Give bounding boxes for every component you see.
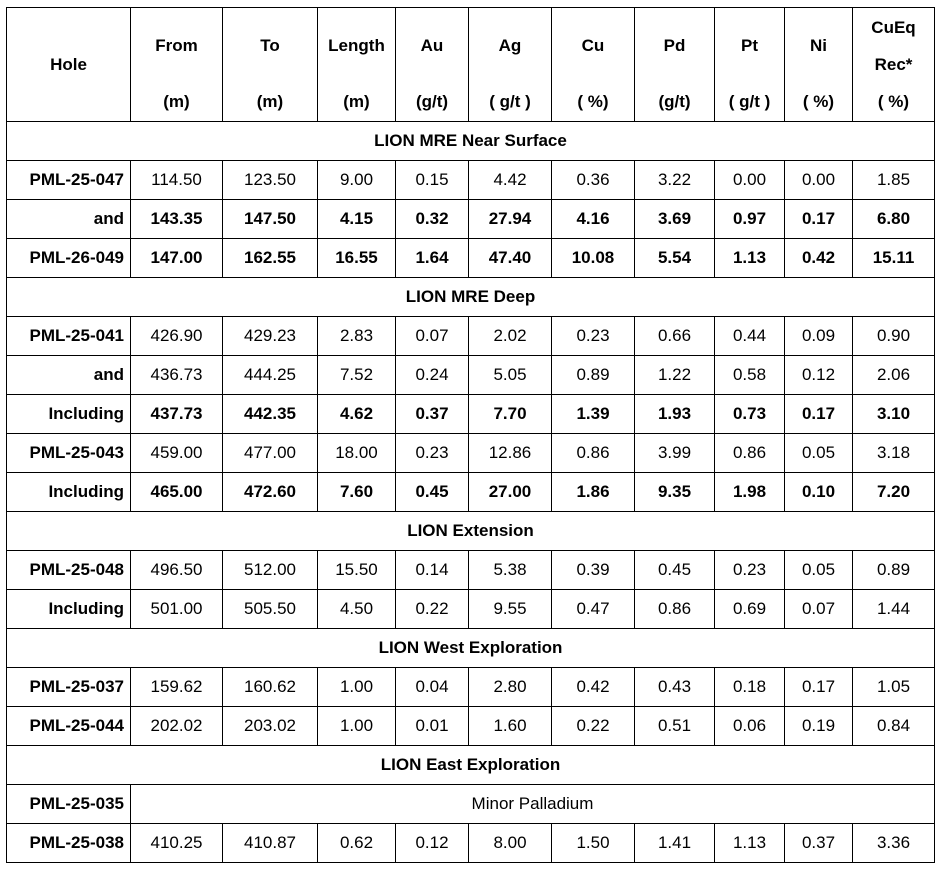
cu-header: Cu [552, 8, 635, 84]
value-cell: 0.17 [785, 668, 853, 707]
value-cell: 0.86 [715, 434, 785, 473]
hole-cell: PML-25-038 [7, 824, 131, 863]
value-cell: 0.07 [396, 317, 469, 356]
value-cell: 0.00 [715, 161, 785, 200]
value-cell: 512.00 [223, 551, 318, 590]
value-cell: 1.86 [552, 473, 635, 512]
value-cell: 15.50 [318, 551, 396, 590]
section-label: LION MRE Near Surface [7, 122, 935, 161]
value-cell: 0.89 [552, 356, 635, 395]
to-unit: (m) [223, 83, 318, 122]
value-cell: 1.39 [552, 395, 635, 434]
value-cell: 0.14 [396, 551, 469, 590]
value-cell: 1.98 [715, 473, 785, 512]
value-cell: 159.62 [131, 668, 223, 707]
ag-header: Ag [469, 8, 552, 84]
value-cell: 147.50 [223, 200, 318, 239]
value-cell: 7.60 [318, 473, 396, 512]
pd-header: Pd [635, 8, 715, 84]
cu-unit: ( %) [552, 83, 635, 122]
value-cell: 0.01 [396, 707, 469, 746]
value-cell: 0.58 [715, 356, 785, 395]
table-row [7, 668, 935, 707]
value-cell: 0.18 [715, 668, 785, 707]
value-cell: 0.17 [785, 395, 853, 434]
value-cell: 1.64 [396, 239, 469, 278]
value-cell: 0.42 [552, 668, 635, 707]
value-cell: 3.10 [853, 395, 935, 434]
value-cell: 1.05 [853, 668, 935, 707]
cueq-header [853, 8, 935, 84]
from-unit: (m) [131, 83, 223, 122]
section-row [7, 746, 935, 785]
hole-cell: PML-25-044 [7, 707, 131, 746]
table-row [7, 551, 935, 590]
drill-results-table [6, 7, 935, 863]
value-cell: 0.23 [552, 317, 635, 356]
to-header: To [223, 8, 318, 84]
cueq-header-line1: CuEq [871, 17, 916, 37]
value-cell: 0.37 [785, 824, 853, 863]
value-cell: 1.41 [635, 824, 715, 863]
hole-cell: PML-26-049 [7, 239, 131, 278]
value-cell: 0.22 [396, 590, 469, 629]
value-cell: 27.94 [469, 200, 552, 239]
section-label: LION Extension [7, 512, 935, 551]
value-cell: 426.90 [131, 317, 223, 356]
value-cell: 203.02 [223, 707, 318, 746]
pt-unit: ( g/t ) [715, 83, 785, 122]
value-cell: 0.12 [396, 824, 469, 863]
value-cell: 15.11 [853, 239, 935, 278]
value-cell: 1.13 [715, 824, 785, 863]
value-cell: 459.00 [131, 434, 223, 473]
pt-header: Pt [715, 8, 785, 84]
header-row [7, 8, 935, 84]
value-cell: 27.00 [469, 473, 552, 512]
value-cell: 0.17 [785, 200, 853, 239]
value-cell: 162.55 [223, 239, 318, 278]
hole-cell: PML-25-048 [7, 551, 131, 590]
table-row [7, 707, 935, 746]
hole-cell: Including [7, 473, 131, 512]
value-cell: 1.44 [853, 590, 935, 629]
value-cell: 0.73 [715, 395, 785, 434]
hole-cell: PML-25-037 [7, 668, 131, 707]
value-cell: 3.36 [853, 824, 935, 863]
value-cell: 0.51 [635, 707, 715, 746]
value-cell: 0.12 [785, 356, 853, 395]
length-header: Length [318, 8, 396, 84]
section-label: LION East Exploration [7, 746, 935, 785]
ag-unit: ( g/t ) [469, 83, 552, 122]
value-cell: 0.22 [552, 707, 635, 746]
section-label: LION MRE Deep [7, 278, 935, 317]
hole-cell: Including [7, 590, 131, 629]
value-cell: 1.85 [853, 161, 935, 200]
value-cell: 3.22 [635, 161, 715, 200]
au-header: Au [396, 8, 469, 84]
value-cell: 410.25 [131, 824, 223, 863]
value-cell: 0.00 [785, 161, 853, 200]
value-cell: 7.70 [469, 395, 552, 434]
table-row [7, 590, 935, 629]
value-cell: 4.16 [552, 200, 635, 239]
value-cell: 0.44 [715, 317, 785, 356]
value-cell: 9.00 [318, 161, 396, 200]
table-row [7, 473, 935, 512]
value-cell: 0.36 [552, 161, 635, 200]
value-cell: 436.73 [131, 356, 223, 395]
value-cell: 4.62 [318, 395, 396, 434]
section-row [7, 512, 935, 551]
value-cell: 12.86 [469, 434, 552, 473]
value-cell: 1.13 [715, 239, 785, 278]
value-cell: 3.99 [635, 434, 715, 473]
table-row [7, 200, 935, 239]
value-cell: 3.69 [635, 200, 715, 239]
value-cell: 9.35 [635, 473, 715, 512]
value-cell: 10.08 [552, 239, 635, 278]
from-header: From [131, 8, 223, 84]
value-cell: 0.24 [396, 356, 469, 395]
section-row [7, 278, 935, 317]
value-cell: 3.18 [853, 434, 935, 473]
pd-unit: (g/t) [635, 83, 715, 122]
value-cell: 123.50 [223, 161, 318, 200]
value-cell: 0.97 [715, 200, 785, 239]
value-cell: 0.39 [552, 551, 635, 590]
value-cell: 0.15 [396, 161, 469, 200]
value-cell: 8.00 [469, 824, 552, 863]
value-cell: 4.15 [318, 200, 396, 239]
unit-row [7, 83, 935, 122]
value-cell: 5.54 [635, 239, 715, 278]
value-cell: 114.50 [131, 161, 223, 200]
hole-cell: PML-25-043 [7, 434, 131, 473]
table-row [7, 434, 935, 473]
value-cell: 147.00 [131, 239, 223, 278]
section-row [7, 629, 935, 668]
value-cell: 0.45 [635, 551, 715, 590]
value-cell: 501.00 [131, 590, 223, 629]
value-cell: 0.84 [853, 707, 935, 746]
value-cell: 18.00 [318, 434, 396, 473]
section-row [7, 122, 935, 161]
hole-header: Hole [7, 8, 131, 122]
cueq-header-line2: Rec* [874, 54, 913, 74]
value-cell: 5.38 [469, 551, 552, 590]
table-row [7, 356, 935, 395]
value-cell: 4.42 [469, 161, 552, 200]
value-cell: 505.50 [223, 590, 318, 629]
value-cell: 7.52 [318, 356, 396, 395]
value-cell: 442.35 [223, 395, 318, 434]
value-cell: 7.20 [853, 473, 935, 512]
value-cell: 16.55 [318, 239, 396, 278]
table-row [7, 317, 935, 356]
value-cell: 9.55 [469, 590, 552, 629]
value-cell: 4.50 [318, 590, 396, 629]
hole-cell: PML-25-047 [7, 161, 131, 200]
value-cell: 0.89 [853, 551, 935, 590]
value-cell: 1.60 [469, 707, 552, 746]
value-cell: 0.43 [635, 668, 715, 707]
value-cell: 0.06 [715, 707, 785, 746]
value-cell: 1.93 [635, 395, 715, 434]
value-cell: 2.80 [469, 668, 552, 707]
value-cell: 0.86 [635, 590, 715, 629]
value-cell: 0.10 [785, 473, 853, 512]
table-row [7, 395, 935, 434]
value-cell: 0.23 [396, 434, 469, 473]
value-cell: 0.19 [785, 707, 853, 746]
value-cell: 496.50 [131, 551, 223, 590]
value-cell: 0.37 [396, 395, 469, 434]
value-cell: 429.23 [223, 317, 318, 356]
value-cell: 0.09 [785, 317, 853, 356]
length-unit: (m) [318, 83, 396, 122]
value-cell: 0.62 [318, 824, 396, 863]
value-cell: 0.90 [853, 317, 935, 356]
value-cell: 1.22 [635, 356, 715, 395]
hole-cell: and [7, 200, 131, 239]
value-cell: 5.05 [469, 356, 552, 395]
table-row [7, 785, 935, 824]
value-cell: 1.00 [318, 668, 396, 707]
table-row [7, 239, 935, 278]
hole-cell: Including [7, 395, 131, 434]
value-cell: 0.45 [396, 473, 469, 512]
value-cell: 143.35 [131, 200, 223, 239]
hole-cell: PML-25-035 [7, 785, 131, 824]
value-cell: 6.80 [853, 200, 935, 239]
ni-unit: ( %) [785, 83, 853, 122]
value-cell: 202.02 [131, 707, 223, 746]
value-cell: 0.23 [715, 551, 785, 590]
value-cell: 2.83 [318, 317, 396, 356]
value-cell: 0.05 [785, 551, 853, 590]
value-cell: 0.05 [785, 434, 853, 473]
table-row [7, 161, 935, 200]
value-cell: 0.04 [396, 668, 469, 707]
ni-header: Ni [785, 8, 853, 84]
note-cell: Minor Palladium [131, 785, 935, 824]
section-label: LION West Exploration [7, 629, 935, 668]
hole-cell: PML-25-041 [7, 317, 131, 356]
value-cell: 2.06 [853, 356, 935, 395]
value-cell: 0.07 [785, 590, 853, 629]
value-cell: 477.00 [223, 434, 318, 473]
table-body [7, 122, 935, 863]
value-cell: 1.00 [318, 707, 396, 746]
value-cell: 410.87 [223, 824, 318, 863]
value-cell: 0.66 [635, 317, 715, 356]
value-cell: 47.40 [469, 239, 552, 278]
value-cell: 0.32 [396, 200, 469, 239]
value-cell: 444.25 [223, 356, 318, 395]
value-cell: 465.00 [131, 473, 223, 512]
au-unit: (g/t) [396, 83, 469, 122]
value-cell: 472.60 [223, 473, 318, 512]
hole-cell: and [7, 356, 131, 395]
value-cell: 0.42 [785, 239, 853, 278]
table-row [7, 824, 935, 863]
value-cell: 160.62 [223, 668, 318, 707]
value-cell: 1.50 [552, 824, 635, 863]
value-cell: 2.02 [469, 317, 552, 356]
value-cell: 0.86 [552, 434, 635, 473]
cueq-unit: ( %) [853, 83, 935, 122]
value-cell: 0.47 [552, 590, 635, 629]
value-cell: 437.73 [131, 395, 223, 434]
value-cell: 0.69 [715, 590, 785, 629]
